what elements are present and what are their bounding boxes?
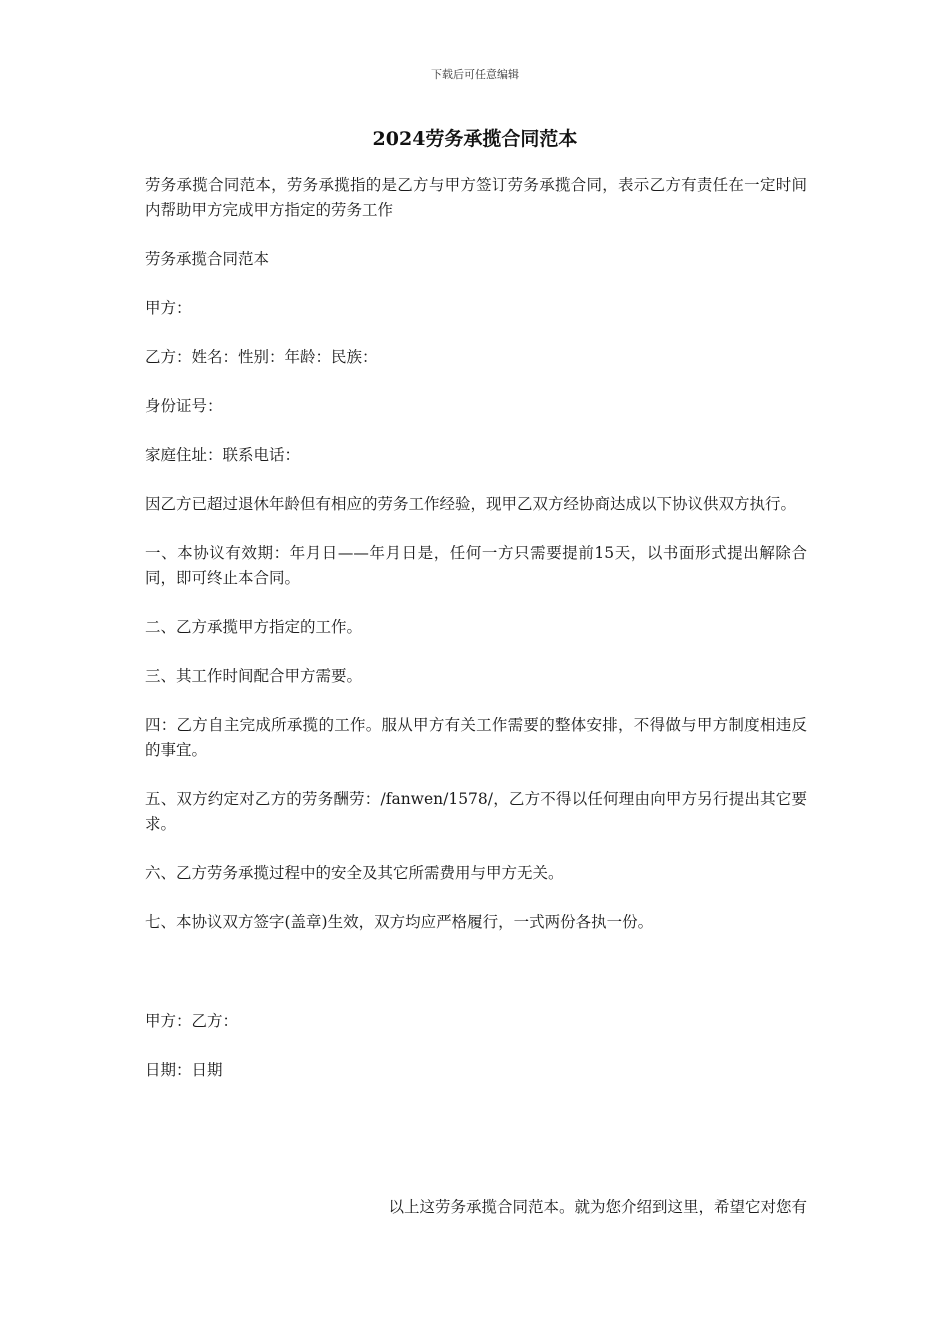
clause-1: 一、本协议有效期：年月日——年月日是，任何一方只需要提前15天，以书面形式提出解除合同，即可终止本合同。 (145, 544, 807, 587)
party-b-line: 乙方：姓名：性别：年龄：民族： (145, 348, 378, 366)
clause-7: 七、本协议双方签字(盖章)生效，双方均应严格履行，一式两份各执一份。 (145, 913, 654, 931)
preamble-paragraph: 因乙方已超过退休年龄但有相应的劳务工作经验，现甲乙双方经协商达成以下协议供双方执行。 (145, 495, 797, 513)
document-title: 2024劳务承揽合同范本 (372, 128, 578, 150)
document-body (145, 173, 807, 1107)
contract-subtitle: 劳务承揽合同范本 (145, 250, 270, 268)
clause-3: 三、其工作时间配合甲方需要。 (145, 667, 363, 685)
header-note: 下载后可任意编辑 (431, 68, 519, 81)
date-line: 日期：日期 (145, 1061, 223, 1079)
clause-2: 二、乙方承揽甲方指定的工作。 (145, 618, 363, 636)
signature-line: 甲方：乙方： (145, 1012, 239, 1030)
clause-5: 五、双方约定对乙方的劳务酬劳：/fanwen/1578/，乙方不得以任何理由向甲方另行提出其它要求。 (145, 790, 807, 833)
intro-paragraph: 劳务承揽合同范本，劳务承揽指的是乙方与甲方签订劳务承揽合同，表示乙方有责任在一定时间内帮助甲方完成甲方指定的劳务工作 (145, 176, 807, 219)
party-a-line: 甲方： (145, 299, 192, 317)
address-line: 家庭住址：联系电话： (145, 446, 301, 464)
closing-line: 以上这劳务承揽合同范本。就为您介绍到这里，希望它对您有 (388, 1198, 807, 1216)
id-number-line: 身份证号： (145, 397, 223, 415)
clause-6: 六、乙方劳务承揽过程中的安全及其它所需费用与甲方无关。 (145, 864, 564, 882)
clause-4: 四：乙方自主完成所承揽的工作。服从甲方有关工作需要的整体安排，不得做与甲方制度相违反的事宜。 (145, 716, 807, 759)
